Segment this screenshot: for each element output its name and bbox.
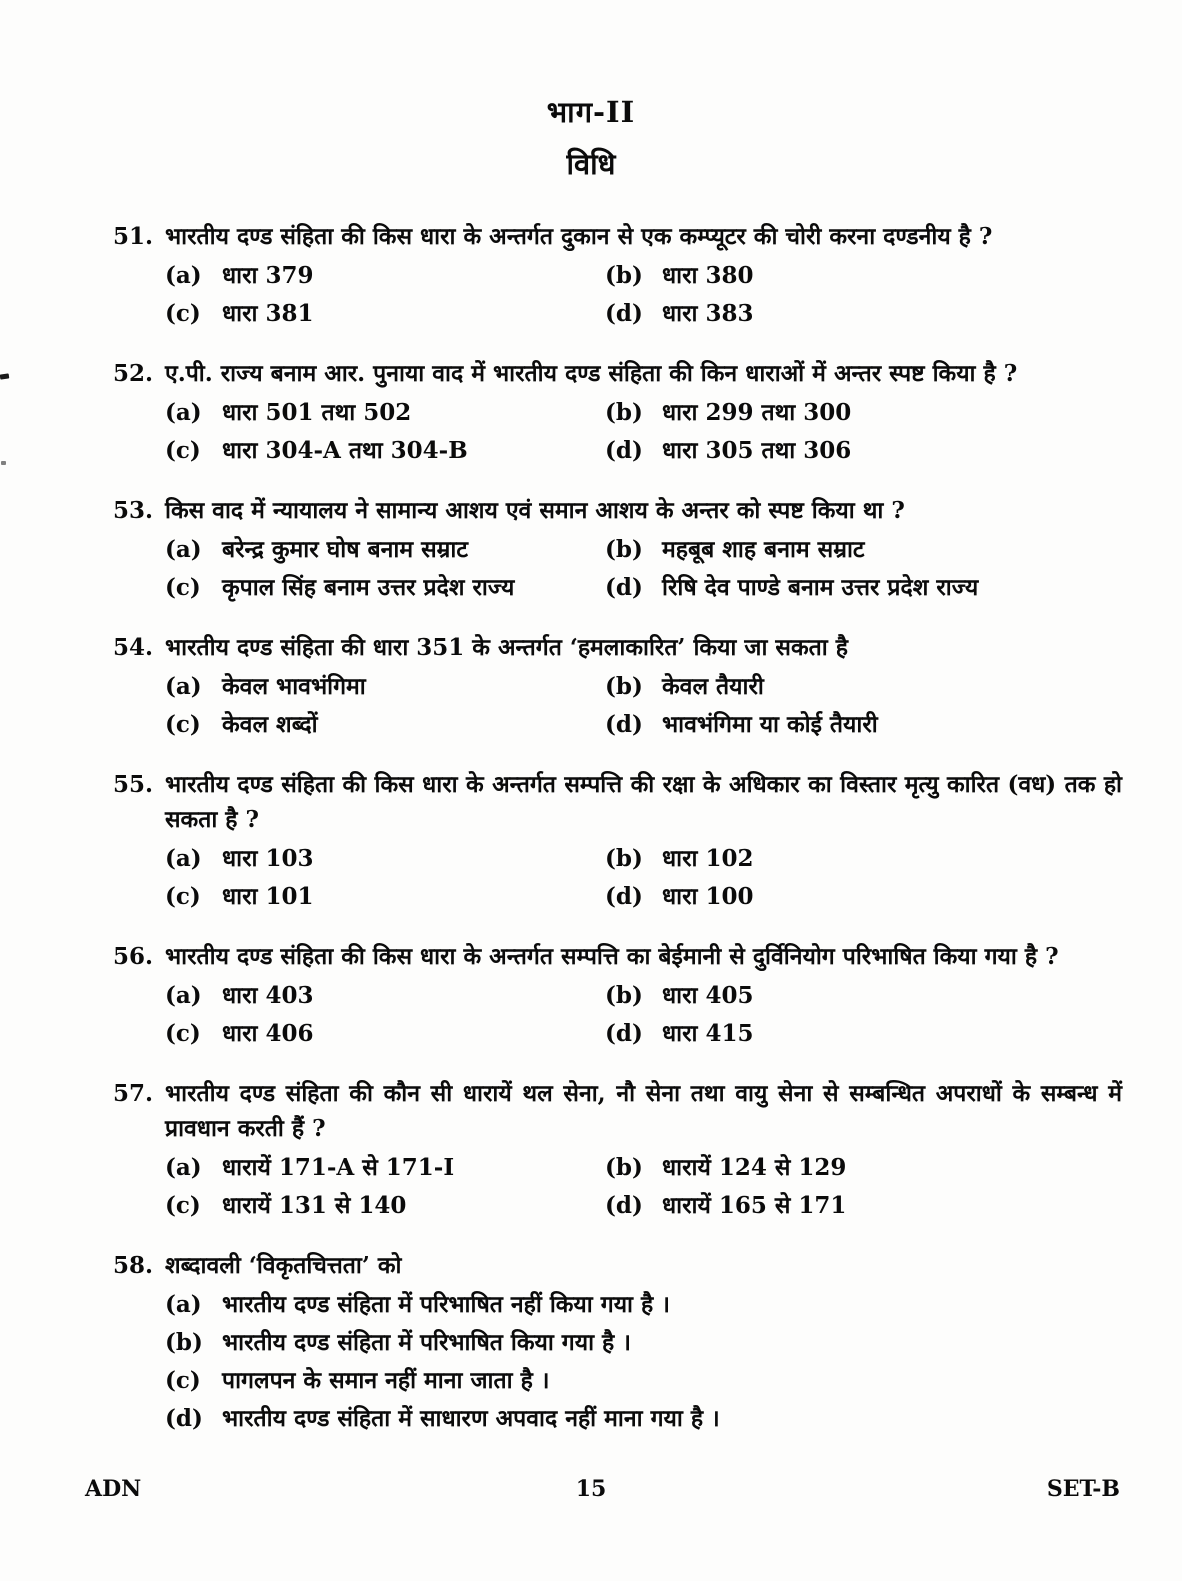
question-block [113,1076,1122,1225]
footer-booklet-code: ADN [85,1476,142,1502]
option [605,531,1122,569]
option-text: धारा 304-A तथा 304-B [222,437,468,464]
question-number: 51. [113,223,154,250]
option-label: (a) [165,262,202,289]
question-head [113,767,1122,837]
option-text: धारायें 165 से 171 [662,1192,847,1219]
option [165,394,605,432]
question-head [113,493,1122,528]
question-block [113,219,1122,333]
option-text: धारायें 124 से 129 [662,1154,847,1181]
question-head [113,1076,1122,1146]
option-text: धारा 103 [222,845,314,872]
options [165,257,1122,333]
option-text: धारायें 131 से 140 [222,1192,407,1219]
options [165,531,1122,607]
option [165,878,605,916]
option [165,569,605,607]
option-text: पागलपन के समान नहीं माना जाता है । [222,1367,550,1394]
option-label: (a) [165,1291,202,1318]
option-label: (c) [165,300,201,327]
option-label: (c) [165,883,201,910]
options [165,394,1122,470]
option-label: (c) [165,1367,201,1394]
option [165,295,605,333]
options [165,977,1122,1053]
option-label: (b) [165,1329,203,1356]
option-label: (a) [165,982,202,1009]
option [165,840,605,878]
question-text: भारतीय दण्ड संहिता की कौन सी धारायें थल सेना, नौ सेना तथा वायु सेना से सम्बन्धित अपराधों के सम्बन्ध में प्रावधान करती हैं ? [165,1080,1122,1142]
question-text: भारतीय दण्ड संहिता की किस धारा के अन्तर्गत सम्पत्ति की रक्षा के अधिकार का विस्तार मृत्यु कारित (वध) तक हो सकता है ? [165,771,1122,833]
question-head [113,356,1122,391]
option [605,432,1122,470]
question-number: 55. [113,771,154,798]
option [605,1187,1122,1225]
option [165,706,605,744]
question-text: भारतीय दण्ड संहिता की धारा 351 के अन्तर्गत ‘हमलाकारित’ किया जा सकता है [165,634,848,661]
option [605,878,1122,916]
option-label: (b) [605,982,643,1009]
question-block [113,356,1122,470]
option-label: (c) [165,711,201,738]
option-label: (a) [165,673,202,700]
option-label: (b) [605,845,643,872]
footer-page-number: 15 [575,1476,607,1502]
option [605,1015,1122,1053]
option [165,1286,1122,1324]
option-label: (b) [605,536,643,563]
option [165,432,605,470]
question-number: 54. [113,634,154,661]
option-text: धारा 403 [222,982,314,1009]
footer-set-code: SET-B [1046,1476,1120,1502]
option [605,706,1122,744]
question-block [113,630,1122,744]
option-text: धारा 100 [662,883,754,910]
subject-title: विधि [566,147,616,181]
option [605,257,1122,295]
options [165,840,1122,916]
option-label: (c) [165,1020,201,1047]
option-label: (b) [605,262,643,289]
option [605,1149,1122,1187]
question-head [113,219,1122,254]
option-text: बरेन्द्र कुमार घोष बनाम सम्राट [222,536,468,563]
question-block [113,767,1122,916]
option [165,668,605,706]
question-text: ए.पी. राज्य बनाम आर. पुनाया वाद में भारतीय दण्ड संहिता की किन धाराओं में अन्तर स्पष्ट किया है ? [165,360,1018,387]
option [165,1400,1122,1438]
option-label: (a) [165,399,202,426]
option [605,394,1122,432]
option-text: धारा 381 [222,300,314,327]
option-label: (c) [165,574,201,601]
option-label: (a) [165,536,202,563]
option-label: (d) [605,1192,643,1219]
scan-artifact [0,373,9,379]
question-block [113,1248,1122,1438]
option-text: धारा 406 [222,1020,314,1047]
option-label: (c) [165,1192,201,1219]
option [605,977,1122,1015]
option [605,668,1122,706]
option-text: धारा 380 [662,262,754,289]
option-text: धारायें 171-A से 171-I [222,1154,455,1181]
question-number: 56. [113,943,154,970]
option-text: धारा 379 [222,262,314,289]
option-text: धारा 383 [662,300,754,327]
question-text: किस वाद में न्यायालय ने सामान्य आशय एवं समान आशय के अन्तर को स्पष्ट किया था ? [165,497,905,524]
option-text: केवल शब्दों [222,711,318,738]
option-label: (d) [605,437,643,464]
option-text: धारा 501 तथा 502 [222,399,412,426]
question-text: भारतीय दण्ड संहिता की किस धारा के अन्तर्गत सम्पत्ति का बेईमानी से दुर्विनियोग परिभाषित किया गया है ? [165,943,1059,970]
question-text: भारतीय दण्ड संहिता की किस धारा के अन्तर्गत दुकान से एक कम्प्यूटर की चोरी करना दण्डनीय है ? [165,223,993,250]
question-head [113,630,1122,665]
option [165,531,605,569]
option-text: महबूब शाह बनाम सम्राट [662,536,865,563]
question-number: 57. [113,1080,154,1107]
question-number: 58. [113,1252,154,1279]
option-text: भारतीय दण्ड संहिता में परिभाषित किया गया है । [222,1329,631,1356]
option-label: (b) [605,1154,643,1181]
question-text: शब्दावली ‘विकृतचित्तता’ को [165,1252,402,1279]
option-text: भारतीय दण्ड संहिता में परिभाषित नहीं किया गया है । [222,1291,670,1318]
question-number: 52. [113,360,154,387]
option-text: धारा 415 [662,1020,754,1047]
question-list [113,219,1122,1438]
option-label: (c) [165,437,201,464]
options [165,1286,1122,1438]
option [165,1015,605,1053]
option [165,1324,1122,1362]
option-text: रिषि देव पाण्डे बनाम उत्तर प्रदेश राज्य [662,574,979,601]
question-block [113,939,1122,1053]
option-text: धारा 102 [662,845,754,872]
options [165,1149,1122,1225]
option [605,569,1122,607]
option-label: (d) [605,300,643,327]
option-text: केवल भावभंगिमा [222,673,366,700]
option-text: धारा 305 तथा 306 [662,437,852,464]
option-label: (a) [165,1154,202,1181]
option-text: धारा 405 [662,982,754,1009]
option-text: धारा 101 [222,883,314,910]
option-label: (b) [605,673,643,700]
option-text: धारा 299 तथा 300 [662,399,852,426]
question-block [113,493,1122,607]
scan-artifact [1,461,6,465]
option-label: (a) [165,845,202,872]
option [165,1149,605,1187]
option-text: केवल तैयारी [662,673,764,700]
option [165,257,605,295]
option [605,295,1122,333]
option-label: (b) [605,399,643,426]
option-label: (d) [605,574,643,601]
option [165,977,605,1015]
question-head [113,1248,1122,1283]
option-label: (d) [165,1405,203,1432]
page-header [0,0,1182,183]
option [165,1362,1122,1400]
option [605,840,1122,878]
option [165,1187,605,1225]
option-label: (d) [605,711,643,738]
option-text: भावभंगिमा या कोई तैयारी [662,711,878,738]
question-head [113,939,1122,974]
option-text: भारतीय दण्ड संहिता में साधारण अपवाद नहीं माना गया है । [222,1405,720,1432]
options [165,668,1122,744]
option-label: (d) [605,883,643,910]
option-text: कृपाल सिंह बनाम उत्तर प्रदेश राज्य [222,574,515,601]
option-label: (d) [605,1020,643,1047]
part-title: भाग-II [546,95,636,129]
question-number: 53. [113,497,154,524]
